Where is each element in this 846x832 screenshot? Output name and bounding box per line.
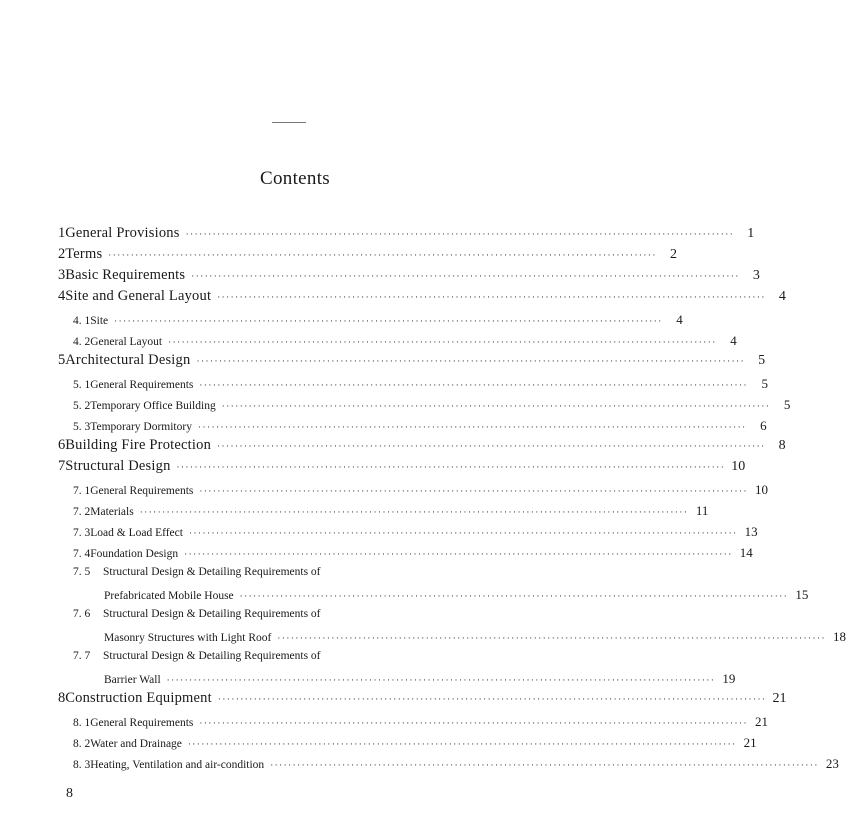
toc-number: 7 (58, 458, 66, 474)
toc-label: General Requirements (90, 485, 194, 497)
toc-leader: ·························································································································· (277, 633, 827, 643)
toc-page: 14 (739, 545, 753, 560)
toc-label: Structural Design & Detailing Requirements of (103, 566, 321, 578)
toc-number: 7. 6 (73, 608, 91, 620)
toc-page: 2 (669, 247, 677, 262)
toc-number: 7. 4 (73, 548, 91, 560)
toc-entry-8-2[interactable] (73, 735, 757, 751)
toc-leader: ·························································································································· (239, 591, 789, 601)
toc-number: 3 (58, 267, 66, 283)
toc-page: 5 (783, 397, 791, 412)
toc-number: 8. 3 (73, 759, 91, 771)
toc-label: Structural Design (65, 458, 171, 474)
toc-page: 8 (778, 438, 786, 453)
toc-entry-7-2[interactable] (73, 503, 709, 519)
toc-entry-8-1[interactable] (73, 714, 769, 730)
toc-label: Structural Design & Detailing Requirements of (103, 608, 321, 620)
toc-leader: ·························································································································· (199, 486, 749, 496)
toc-entry-7-6-continued[interactable] (104, 629, 846, 645)
toc-leader: ·························································································································· (185, 229, 735, 239)
toc-label: General Layout (90, 336, 163, 348)
toc-entry-7-1[interactable] (73, 482, 769, 498)
toc-entry-8-3[interactable] (73, 756, 839, 772)
toc-leader: ·························································································································· (217, 694, 767, 704)
toc-label: Terms (65, 246, 103, 262)
toc-label: Foundation Design (90, 548, 179, 560)
toc-label: Barrier Wall (104, 674, 161, 686)
toc-leader: ·························································································································· (166, 675, 716, 685)
toc-leader: ·························································································································· (221, 401, 771, 411)
toc-entry-4-1[interactable] (73, 312, 683, 328)
toc-leader: ·························································································································· (108, 250, 657, 260)
toc-entry-5-2[interactable] (73, 397, 791, 413)
toc-page: 4 (730, 333, 737, 348)
toc-entry-7-5-continued[interactable] (104, 587, 809, 603)
page-title: Contents (260, 168, 330, 189)
toc-label: Load & Load Effect (90, 527, 183, 539)
toc-leader: ·························································································································· (217, 441, 766, 451)
toc-page: 11 (695, 503, 709, 518)
toc-entry-5-3[interactable] (73, 418, 767, 434)
toc-page: 19 (722, 671, 736, 686)
toc-page: 21 (755, 714, 769, 729)
toc-number: 7. 1 (73, 485, 91, 497)
toc-page: 18 (833, 629, 846, 644)
toc-page: 10 (755, 482, 769, 497)
toc-label: Water and Drainage (90, 738, 182, 750)
toc-leader: ·························································································································· (114, 316, 663, 326)
toc-number: 4. 1 (73, 315, 91, 327)
toc-leader: ·························································································································· (199, 380, 749, 390)
toc-label: Construction Equipment (65, 690, 212, 706)
toc-number: 8 (58, 690, 66, 706)
toc-number: 4 (58, 288, 66, 304)
toc-number: 8. 1 (73, 717, 91, 729)
toc-entry-7-6[interactable] (73, 608, 467, 620)
toc-number: 8. 2 (73, 738, 91, 750)
toc-number: 2 (58, 246, 66, 262)
toc-page: 10 (731, 459, 746, 474)
toc-label: Architectural Design (65, 352, 191, 368)
toc-leader: ·························································································································· (184, 549, 733, 559)
toc-label: Prefabricated Mobile House (104, 590, 234, 602)
toc-page: 23 (825, 756, 839, 771)
toc-page: 15 (795, 587, 809, 602)
toc-leader: ·························································································································· (199, 718, 749, 728)
toc-number: 7. 3 (73, 527, 91, 539)
toc-leader: ·························································································································· (139, 507, 689, 517)
toc-page: 4 (676, 312, 683, 327)
toc-leader: ·························································································································· (270, 760, 819, 770)
toc-entry-6[interactable] (58, 437, 786, 454)
toc-page: 3 (752, 268, 760, 283)
toc-page: 21 (743, 735, 757, 750)
toc-entry-4-2[interactable] (73, 333, 737, 349)
toc-label: Temporary Dormitory (90, 421, 192, 433)
toc-leader: ·························································································································· (217, 292, 766, 302)
toc-entry-8[interactable] (58, 690, 787, 707)
toc-label: General Requirements (90, 717, 194, 729)
toc-page: 21 (772, 691, 787, 706)
toc-number: 4. 2 (73, 336, 91, 348)
toc-entry-1[interactable] (58, 225, 755, 242)
toc-label: Structural Design & Detailing Requirements of (103, 650, 321, 662)
toc-page: 4 (778, 289, 786, 304)
toc-label: Temporary Office Building (90, 400, 216, 412)
toc-entry-2[interactable] (58, 246, 677, 263)
toc-label: Heating, Ventilation and air-condition (90, 759, 265, 771)
page-number: 8 (66, 786, 73, 801)
toc-number: 5. 3 (73, 421, 91, 433)
toc-label: General Provisions (65, 225, 180, 241)
toc-leader: ·························································································································· (196, 356, 746, 366)
toc-page: 5 (761, 376, 769, 391)
toc-number: 5. 1 (73, 379, 91, 391)
toc-leader: ·························································································································· (176, 462, 726, 472)
toc-entry-4[interactable] (58, 288, 786, 305)
toc-page: 1 (747, 226, 755, 241)
toc-label: Site (90, 315, 109, 327)
toc-entry-7-7[interactable] (73, 650, 467, 662)
toc-leader: ·························································································································· (191, 271, 740, 281)
toc-entry-3[interactable] (58, 267, 760, 284)
toc-entry-7-3[interactable] (73, 524, 758, 540)
toc-page: 5 (758, 353, 766, 368)
toc-label: Site and General Layout (65, 288, 212, 304)
toc-label: Materials (90, 506, 134, 518)
toc-entry-7-4[interactable] (73, 545, 753, 561)
toc-label: Masonry Structures with Light Roof (104, 632, 272, 644)
toc-entry-7[interactable] (58, 458, 746, 475)
toc-page: 6 (760, 418, 767, 433)
toc-number: 5 (58, 352, 66, 368)
toc-entry-5[interactable] (58, 352, 766, 369)
toc-entry-7-7-continued[interactable] (104, 671, 736, 687)
toc-number: 1 (58, 225, 66, 241)
toc-leader: ·························································································································· (197, 422, 747, 432)
toc-number: 6 (58, 437, 66, 453)
toc-number: 7. 5 (73, 566, 91, 578)
toc-label: Basic Requirements (65, 267, 186, 283)
toc-entry-5-1[interactable] (73, 376, 769, 392)
toc-leader: ·························································································································· (188, 528, 738, 538)
toc-number: 7. 2 (73, 506, 91, 518)
toc-entry-7-5[interactable] (73, 566, 467, 578)
toc-leader: ·························································································································· (187, 739, 737, 749)
toc-label: General Requirements (90, 379, 194, 391)
toc-number: 7. 7 (73, 650, 91, 662)
toc-label: Building Fire Protection (65, 437, 212, 453)
toc-leader: ·························································································································· (168, 337, 717, 347)
toc-number: 5. 2 (73, 400, 91, 412)
toc-page: 13 (744, 524, 758, 539)
